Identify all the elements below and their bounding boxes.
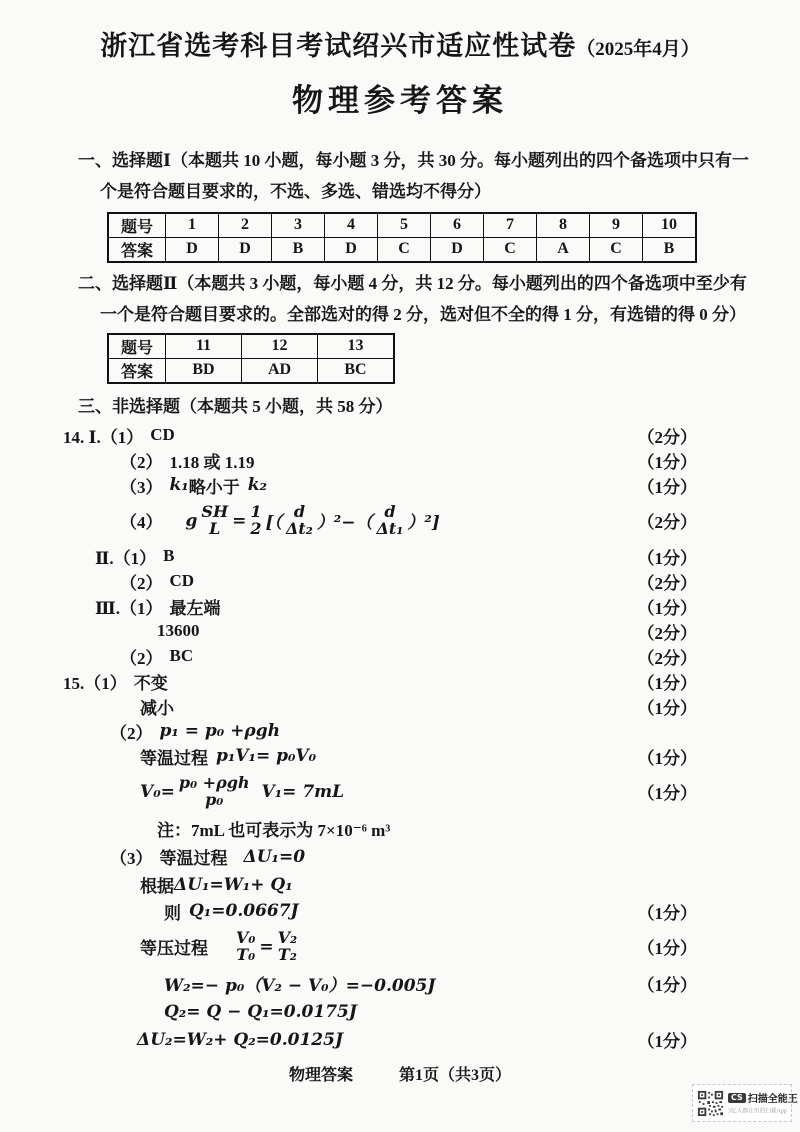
answer-text: 则 — [164, 903, 181, 923]
table-row — [108, 334, 394, 359]
watermark-app-name: 扫描全能王 — [747, 1094, 798, 1105]
answer-line-15-2c-formula — [0, 769, 800, 815]
section1-heading-line1: 一、选择题Ⅰ（本题共 10 小题，每小题 3 分，共 30 分。每小题列出的四个备选项中只有一 — [78, 151, 749, 170]
answer-line-14-1-1 — [0, 423, 800, 448]
answer-line-14-1-2 — [0, 448, 800, 473]
answer-text: 略小于 — [188, 477, 240, 497]
math-text: ）²−（ — [316, 513, 373, 534]
fraction — [178, 772, 250, 809]
table-cell: 10 — [643, 213, 697, 238]
fraction — [277, 927, 298, 964]
footer-page-number: 第1页（共3页） — [399, 1066, 512, 1084]
score-label: （1分） — [637, 748, 697, 768]
score-label: （1分） — [637, 976, 697, 996]
answer-label: Ⅲ.（1） — [95, 598, 163, 618]
table-cell: D — [431, 237, 484, 262]
section2-heading-line1: 二、选择题Ⅱ（本题共 3 小题，每小题 4 分，共 12 分。每小题列出的四个备选项中至少有 — [78, 273, 747, 293]
score-label: （2分） — [637, 623, 697, 643]
table-cell: 1 — [166, 213, 219, 238]
fraction — [201, 501, 229, 538]
answer-label: （3） — [110, 849, 153, 869]
math-text: V₀= — [140, 781, 175, 802]
math-text: ）²] — [407, 513, 440, 534]
table-row — [108, 358, 394, 383]
answer-text: B — [163, 546, 175, 566]
table-cell: 13 — [318, 334, 395, 359]
table-cell: 12 — [242, 334, 318, 359]
score-label: （1分） — [637, 939, 697, 959]
answer-line-15-2-note — [0, 815, 800, 843]
math-text: ΔU₁=W₁+ Q₁ — [174, 874, 293, 895]
score-label: （1分） — [637, 698, 697, 718]
watermark-text-block — [728, 1090, 798, 1116]
table-cell: D — [325, 237, 378, 262]
answer-label: （4） — [120, 513, 163, 533]
answer-text: 不变 — [133, 673, 168, 693]
answer-text: 根据 — [140, 877, 174, 897]
answer-label: （2） — [120, 648, 163, 668]
math-text: V₁= 7mL — [261, 781, 345, 802]
table-cell: D — [219, 237, 272, 262]
answer-label: Ⅱ.（1） — [95, 548, 157, 568]
table-cell: 2 — [219, 213, 272, 238]
answer-line-15-3d-formula — [0, 924, 800, 970]
answer-text: 等压过程 — [140, 939, 208, 959]
math-text: ΔU₁=0 — [243, 846, 306, 867]
table-header-cell: 答案 — [108, 358, 166, 383]
score-label: （1分） — [637, 673, 697, 693]
page-subtitle: 物理参考答案 — [292, 83, 508, 118]
fraction-numerator: V₀ — [236, 927, 256, 947]
table-row — [108, 213, 696, 238]
math-text: [（ — [265, 513, 282, 534]
table-cell: C — [484, 237, 537, 262]
fraction — [236, 927, 256, 964]
answer-line-14-3-2 — [0, 644, 800, 669]
section2-heading-line2: 一个是符合题目要求的。全部选对的得 2 分，选对但不全的得 1 分，有选错的得 0 分） — [100, 304, 746, 324]
table-cell: BD — [166, 358, 242, 383]
page-footer — [0, 1062, 800, 1085]
table-cell: 6 — [431, 213, 484, 238]
fraction — [250, 501, 262, 538]
math-text: p₁V₁= p₀V₀ — [216, 746, 317, 767]
answer-text: 等温过程 — [159, 849, 228, 869]
math-text: Q₁=0.0667J — [189, 901, 299, 922]
fraction-numerator: d — [293, 501, 305, 521]
table-cell: B — [643, 237, 697, 262]
fraction — [376, 501, 404, 538]
table-cell: 9 — [590, 213, 643, 238]
table-cell: 3 — [272, 213, 325, 238]
answer-line-15-3g — [0, 1026, 800, 1054]
equals-sign: = — [232, 510, 247, 531]
fraction-numerator: p₀ +ρgh — [178, 772, 250, 792]
table-header-cell: 答案 — [108, 237, 166, 262]
score-label: （1分） — [637, 452, 697, 472]
page-title-main: 浙江省选考科目考试绍兴市适应性试卷 — [100, 31, 577, 61]
footer-doc-name: 物理答案 — [288, 1066, 353, 1084]
table-header-cell: 题号 — [108, 334, 166, 359]
camscanner-logo-icon: CS — [728, 1093, 746, 1103]
answer-label: （3） — [120, 477, 163, 497]
table-cell: D — [166, 237, 219, 262]
score-label: （1分） — [637, 477, 697, 497]
table-cell: BC — [318, 358, 395, 383]
equals-sign: = — [259, 936, 274, 957]
math-text: ΔU₂=W₂+ Q₂=0.0125J — [137, 1029, 344, 1050]
answer-line-14-2-2 — [0, 569, 800, 594]
table-cell: B — [272, 237, 325, 262]
watermark-tagline: 3亿人都在用的扫描App — [728, 1107, 787, 1115]
qr-code-icon — [697, 1090, 724, 1117]
table-cell: C — [378, 237, 431, 262]
answer-line-15-3f — [0, 998, 800, 1026]
answer-line-15-3e — [0, 970, 800, 998]
answer-text: 等温过程 — [140, 748, 208, 768]
answer-text: 最左端 — [169, 598, 221, 618]
answer-text: 1.18 或 1.19 — [169, 452, 255, 472]
table-cell: A — [537, 237, 590, 262]
free-response-answers — [0, 423, 800, 1054]
score-label: （1分） — [637, 784, 697, 804]
math-symbol: k₂ — [247, 475, 267, 496]
page-title — [0, 0, 800, 63]
table-cell: 5 — [378, 213, 431, 238]
math-text: p₁ = p₀ +ρgh — [159, 721, 280, 742]
watermark-title-row — [728, 1090, 798, 1105]
score-label: （2分） — [637, 513, 697, 533]
camscanner-watermark — [692, 1084, 798, 1122]
section3-heading: 三、非选择题（本题共 5 小题，共 58 分） — [78, 396, 393, 416]
fraction-numerator: d — [384, 501, 396, 521]
fraction-denominator: L — [209, 518, 221, 538]
score-label: （1分） — [637, 1032, 697, 1052]
fraction — [286, 501, 313, 538]
fraction-denominator: T₂ — [277, 944, 297, 964]
answer-text: 13600 — [157, 621, 200, 641]
answer-text: 减小 — [140, 698, 174, 718]
table-cell: 7 — [484, 213, 537, 238]
answer-line-14-1-4-formula — [0, 498, 800, 544]
score-label: （2分） — [637, 427, 697, 447]
answer-line-14-3-1 — [0, 594, 800, 619]
score-label: （2分） — [637, 648, 697, 668]
answer-line-15-3a — [0, 843, 800, 871]
fraction-numerator: SH — [201, 501, 229, 521]
answer-line-14-2-1 — [0, 544, 800, 569]
section1-heading-line2: 个是符合题目要求的，不选、多选、错选均不得分） — [100, 181, 491, 201]
table-cell: 4 — [325, 213, 378, 238]
math-symbol: g — [185, 510, 198, 531]
answer-text: 注：7mL 也可表示为 7×10⁻⁶ m³ — [157, 821, 391, 841]
answer-label: 15.（1） — [63, 673, 127, 693]
table-cell: 8 — [537, 213, 590, 238]
answer-label: 14. Ⅰ.（1） — [63, 427, 144, 447]
fraction-numerator: 1 — [250, 501, 262, 521]
answer-line-15-2b — [0, 744, 800, 769]
answer-text: CD — [150, 425, 175, 445]
answer-line-15-3b — [0, 871, 800, 899]
math-text: W₂=− p₀（V₂ − V₀）=−0.005J — [164, 976, 436, 997]
answer-label: （2） — [120, 573, 163, 593]
answer-line-15-2a — [0, 719, 800, 744]
score-label: （1分） — [637, 903, 697, 923]
answer-line-14-1-3 — [0, 473, 800, 498]
answer-label: （2） — [110, 723, 153, 743]
table-cell: AD — [242, 358, 318, 383]
math-symbol: k₁ — [169, 475, 189, 496]
answer-label: （2） — [120, 452, 163, 472]
choice-table-1 — [107, 212, 697, 263]
answer-text: CD — [169, 571, 195, 591]
choice-table-2 — [107, 333, 395, 384]
fraction-numerator: V₂ — [277, 927, 298, 947]
math-text: Q₂= Q − Q₁=0.0175J — [164, 1001, 357, 1022]
score-label: （2分） — [637, 573, 697, 593]
fraction-denominator: Δt₂ — [286, 518, 313, 538]
table-cell: 11 — [166, 334, 242, 359]
answer-line-15-1b — [0, 694, 800, 719]
fraction-denominator: T₀ — [236, 944, 256, 964]
answer-line-15-3c — [0, 899, 800, 924]
answer-text: BC — [169, 646, 194, 666]
score-label: （1分） — [637, 598, 697, 618]
answer-line-15-1a — [0, 669, 800, 694]
fraction-denominator: 2 — [250, 518, 262, 538]
answer-line-14-3-1b — [0, 619, 800, 644]
page-title-date: （2025年4月） — [576, 39, 700, 60]
table-row — [108, 237, 696, 262]
fraction-denominator: p₀ — [205, 789, 224, 809]
fraction-denominator: Δt₁ — [376, 518, 404, 538]
table-cell: C — [590, 237, 643, 262]
score-label: （1分） — [637, 548, 697, 568]
table-header-cell: 题号 — [108, 213, 166, 238]
